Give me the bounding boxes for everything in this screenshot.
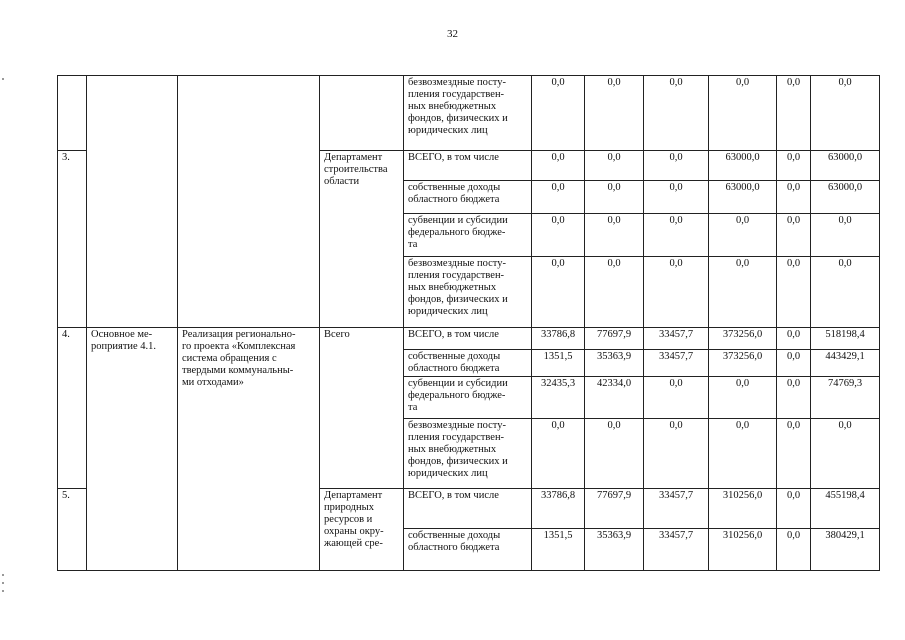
- value-cell: 373256,0: [709, 350, 777, 377]
- value-cell: 33786,8: [532, 489, 585, 529]
- source-gratuitous: безвозмездные посту- пления государствен- ных внебюджетных фондов, физических и юридических лиц: [404, 76, 532, 151]
- scan-mark: [2, 574, 4, 576]
- value-cell: 1351,5: [532, 529, 585, 571]
- table-row: [58, 328, 880, 350]
- value-cell: 63000,0: [811, 151, 880, 181]
- value-cell: 0,0: [777, 377, 811, 419]
- value-cell: 0,0: [777, 151, 811, 181]
- value-cell: 0,0: [777, 328, 811, 350]
- value-cell: 63000,0: [709, 181, 777, 214]
- source-own: собственные доходы областного бюджета: [404, 350, 532, 377]
- source-gratuitous: безвозмездные посту- пления государствен- ных внебюджетных фондов, физических и юридических лиц: [404, 257, 532, 328]
- value-cell: 518198,4: [811, 328, 880, 350]
- value-cell: 0,0: [709, 214, 777, 257]
- value-cell: 0,0: [709, 257, 777, 328]
- value-cell: 63000,0: [709, 151, 777, 181]
- value-cell: 0,0: [777, 350, 811, 377]
- value-cell: 0,0: [644, 151, 709, 181]
- value-cell: 0,0: [777, 257, 811, 328]
- value-cell: 310256,0: [709, 529, 777, 571]
- row-number: 4.: [58, 328, 87, 489]
- measure-cell: Основное ме- роприятие 4.1.: [87, 328, 178, 571]
- value-cell: 0,0: [709, 76, 777, 151]
- value-cell: 373256,0: [709, 328, 777, 350]
- value-cell: 0,0: [585, 257, 644, 328]
- value-cell: 35363,9: [585, 350, 644, 377]
- row-number: 5.: [58, 489, 87, 571]
- row-number-cell: [58, 76, 87, 151]
- source-own: собственные доходы областного бюджета: [404, 181, 532, 214]
- source-own: собственные доходы областного бюджета: [404, 529, 532, 571]
- value-cell: 0,0: [585, 151, 644, 181]
- value-cell: 0,0: [709, 377, 777, 419]
- value-cell: 0,0: [777, 529, 811, 571]
- value-cell: 33786,8: [532, 328, 585, 350]
- value-cell: 0,0: [532, 76, 585, 151]
- scan-mark: [2, 590, 4, 592]
- value-cell: 0,0: [532, 257, 585, 328]
- value-cell: 1351,5: [532, 350, 585, 377]
- value-cell: 0,0: [644, 76, 709, 151]
- scan-mark: [2, 582, 4, 584]
- value-cell: 0,0: [811, 214, 880, 257]
- table-row: [58, 76, 880, 151]
- value-cell: 0,0: [777, 489, 811, 529]
- value-cell: 77697,9: [585, 328, 644, 350]
- value-cell: 35363,9: [585, 529, 644, 571]
- value-cell: 63000,0: [811, 181, 880, 214]
- scan-mark: [2, 78, 4, 80]
- row-number: 3.: [58, 151, 87, 328]
- value-cell: 455198,4: [811, 489, 880, 529]
- page-number: 32: [447, 28, 458, 40]
- value-cell: 33457,7: [644, 350, 709, 377]
- value-cell: 0,0: [585, 181, 644, 214]
- value-cell: 0,0: [644, 419, 709, 489]
- value-cell: 33457,7: [644, 328, 709, 350]
- value-cell: 77697,9: [585, 489, 644, 529]
- value-cell: 0,0: [644, 257, 709, 328]
- value-cell: 0,0: [532, 214, 585, 257]
- value-cell: 42334,0: [585, 377, 644, 419]
- value-cell: 0,0: [777, 181, 811, 214]
- executor-construction: Департамент строительства области: [320, 151, 404, 328]
- source-gratuitous: безвозмездные посту- пления государствен- ных внебюджетных фондов, физических и юридических лиц: [404, 419, 532, 489]
- value-cell: 0,0: [644, 377, 709, 419]
- value-cell: 33457,7: [644, 489, 709, 529]
- value-cell: 33457,7: [644, 529, 709, 571]
- value-cell: 0,0: [585, 419, 644, 489]
- source-subsidies: субвенции и субсидии федерального бюдже- та: [404, 214, 532, 257]
- value-cell: 0,0: [532, 151, 585, 181]
- value-cell: 0,0: [644, 214, 709, 257]
- value-cell: 443429,1: [811, 350, 880, 377]
- source-total: ВСЕГО, в том числе: [404, 489, 532, 529]
- source-total: ВСЕГО, в том числе: [404, 151, 532, 181]
- value-cell: 0,0: [777, 76, 811, 151]
- value-cell: 32435,3: [532, 377, 585, 419]
- value-cell: 0,0: [811, 257, 880, 328]
- measure-cell: [87, 76, 178, 328]
- value-cell: 0,0: [585, 76, 644, 151]
- project-cell: Реализация регионально- го проекта «Комплексная система обращения с твердыми коммунальны- ми отходами»: [178, 328, 320, 571]
- executor-cell: [320, 76, 404, 151]
- value-cell: 0,0: [585, 214, 644, 257]
- value-cell: 0,0: [811, 419, 880, 489]
- value-cell: 310256,0: [709, 489, 777, 529]
- value-cell: 0,0: [709, 419, 777, 489]
- value-cell: 0,0: [777, 419, 811, 489]
- value-cell: 0,0: [532, 419, 585, 489]
- value-cell: 0,0: [532, 181, 585, 214]
- value-cell: 0,0: [644, 181, 709, 214]
- value-cell: 74769,3: [811, 377, 880, 419]
- executor-natural-resources: Департамент природных ресурсов и охраны окру- жающей сре-: [320, 489, 404, 571]
- source-total: ВСЕГО, в том числе: [404, 328, 532, 350]
- value-cell: 0,0: [811, 76, 880, 151]
- executor-total: Всего: [320, 328, 404, 489]
- budget-table: [57, 75, 880, 571]
- value-cell: 380429,1: [811, 529, 880, 571]
- project-cell: [178, 76, 320, 328]
- source-subsidies: субвенции и субсидии федерального бюдже- та: [404, 377, 532, 419]
- value-cell: 0,0: [777, 214, 811, 257]
